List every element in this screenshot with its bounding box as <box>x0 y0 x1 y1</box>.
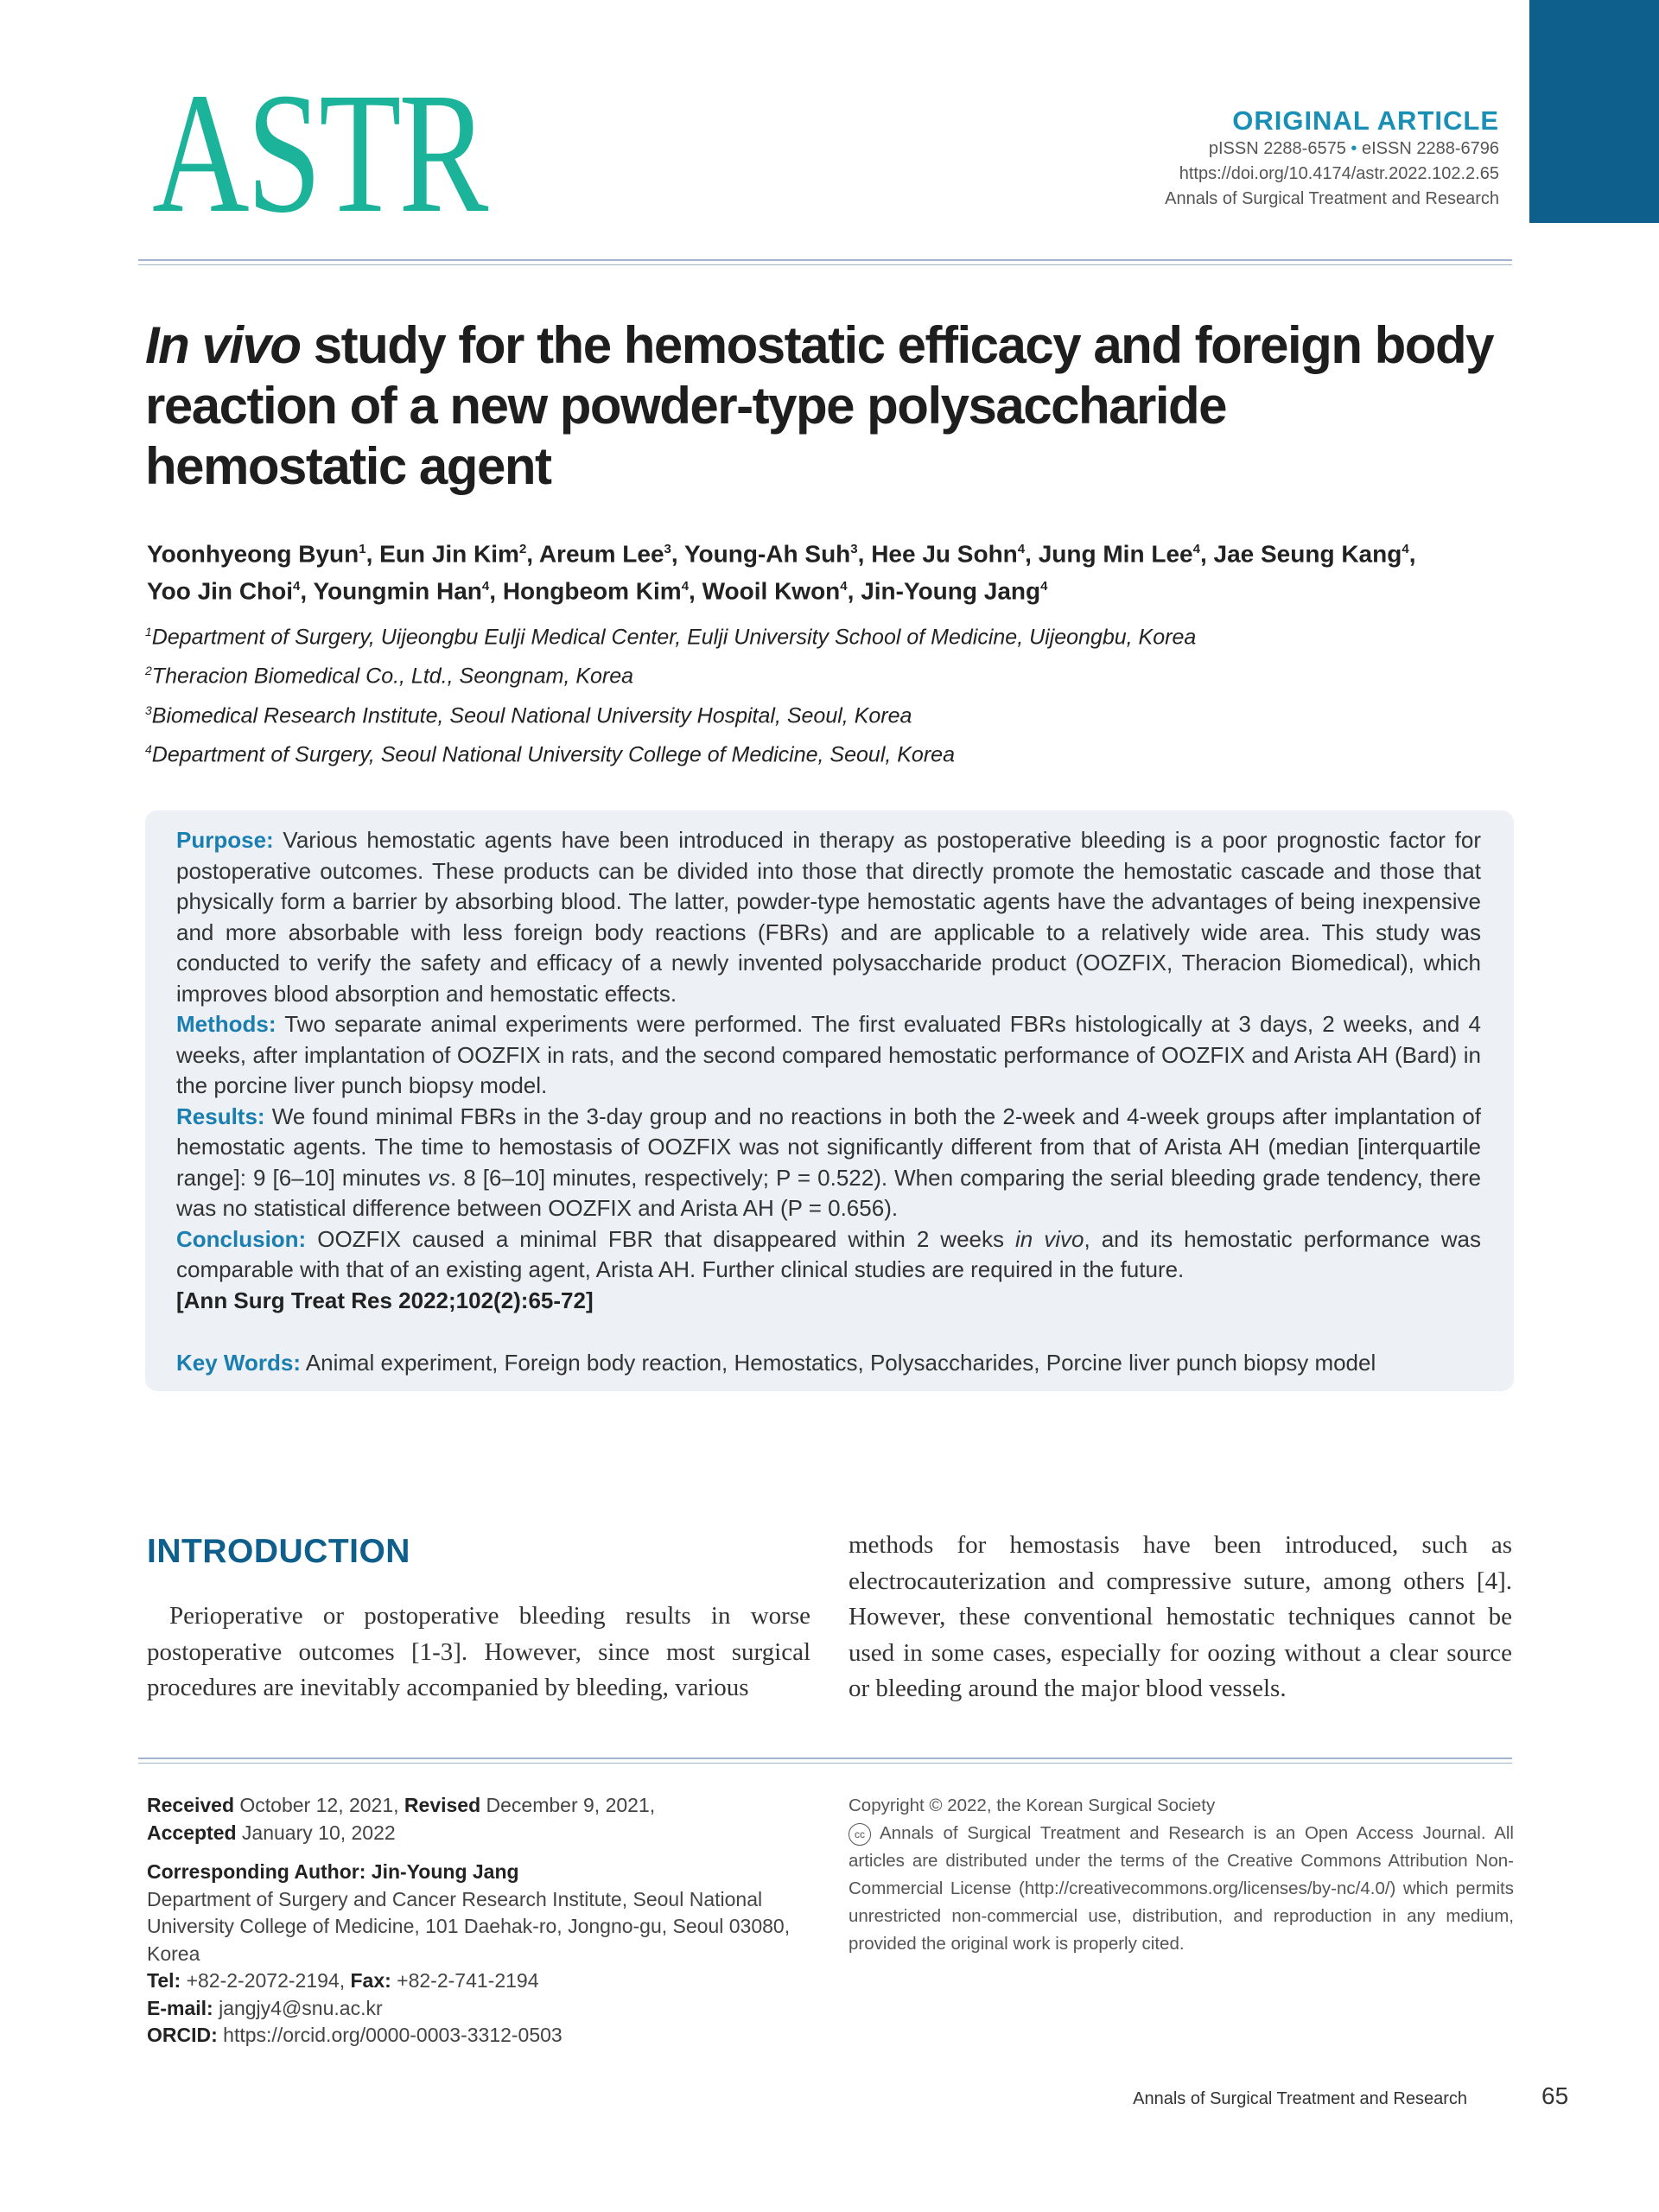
author: Jin-Young Jang <box>861 577 1041 605</box>
results-label: Results: <box>176 1103 265 1129</box>
revised-date: December 9, 2021, <box>480 1794 656 1816</box>
citation: [Ann Surg Treat Res 2022;102(2):65-72] <box>176 1287 594 1313</box>
corner-color-block <box>1529 0 1659 223</box>
article-type: ORIGINAL ARTICLE <box>1232 105 1499 136</box>
header-divider-thin <box>138 264 1512 265</box>
methods-label: Methods: <box>176 1011 276 1037</box>
author-aff: 3 <box>664 542 671 556</box>
author-aff: 4 <box>1402 542 1409 556</box>
journal-name: Annals of Surgical Treatment and Research <box>1165 189 1499 208</box>
author: Young-Ah Suh <box>683 540 851 568</box>
intro-paragraph-col1: Perioperative or postoperative bleeding results in worse postoperative outcomes [1-3]. However, since most surgical procedures are inevitably accompanied by bleeding, various <box>147 1602 810 1701</box>
footer-journal-text: Annals of Surgical Treatment and Research <box>1133 2089 1467 2108</box>
footer-journal-name <box>1133 2089 1512 2109</box>
author-aff: 2 <box>518 542 527 556</box>
accepted-date: January 10, 2022 <box>236 1821 396 1844</box>
separator-dot: • <box>1351 139 1357 158</box>
affiliation-text: Department of Surgery, Uijeongbu Eulji Medical Center, Eulji University School of Medicine, Uijeongbu, Korea <box>151 625 1197 650</box>
affiliation <box>145 733 1519 772</box>
email-label: E-mail: <box>147 1996 213 2019</box>
keywords <box>176 1348 1481 1377</box>
license-body: Annals of Surgical Treatment and Research is an Open Access Journal. All articles are distributed under the terms of the Creative Commons Attribution Non-Commercial License (http://creativecommons.org/licenses/by-nc/4.0/) which permits unrestricted non-commercial use, distribution, and reproduction in any medium, provided the original work is properly cited. <box>849 1823 1514 1954</box>
article-header-info <box>1165 105 1499 212</box>
results-text: We found minimal FBRs in the 3-day group and no reactions in both the 2-week and 4-week groups after implantation of hemostatic agents. The time to hemostasis of OOZFIX was not significantly different from that of Arista AH (median [interquartile range]: 9 [6–10] minutes <box>176 1103 1481 1191</box>
fax-number: +82-2-741-2194 <box>391 1969 539 1992</box>
eissn: eISSN 2288-6796 <box>1361 139 1499 158</box>
spacer <box>147 1847 812 1859</box>
title-line1: study for the hemostatic efficacy and foreign body <box>300 316 1493 374</box>
header-divider <box>138 259 1512 261</box>
author: Hongbeom Kim <box>502 577 682 605</box>
purpose-label: Purpose: <box>176 827 274 853</box>
fax-label: Fax: <box>350 1969 391 1992</box>
abstract-text <box>176 825 1481 1316</box>
license-info <box>849 1792 1514 1958</box>
received-label: Received <box>147 1794 235 1816</box>
results-vs: vs <box>427 1164 450 1191</box>
contact-line <box>147 1967 812 1995</box>
keywords-text: Animal experiment, Foreign body reaction, Hemostatics, Polysaccharides, Porcine liver punch biopsy model <box>301 1350 1376 1376</box>
author-aff: 4 <box>1192 542 1200 556</box>
author-aff: 4 <box>681 579 690 594</box>
tel-number: +82-2-2072-2194, <box>181 1969 351 1992</box>
methods-text: Two separate animal experiments were performed. The first evaluated FBRs histologically at 3 days, 2 weeks, and 4 weeks, after implantation of OOZFIX in rats, and the second compared hemostatic performance of OOZFIX and Arista AH (Bard) in the porcine liver punch biopsy model. <box>176 1011 1481 1098</box>
corr-address: Department of Surgery and Cancer Research Institute, Seoul National University College of Medicine, 101 Daehak-ro, Jongno-gu, Seoul 03080, Korea <box>147 1887 791 1965</box>
abstract-results <box>176 1102 1481 1224</box>
revised-label: Revised <box>404 1794 481 1816</box>
author-aff: 4 <box>481 579 490 594</box>
affiliation-text: Theracion Biomedical Co., Ltd., Seongnam, Korea <box>151 664 634 689</box>
footnote-divider-thin <box>138 1763 1512 1764</box>
journal-logo: ASTR <box>152 58 486 249</box>
orcid-link[interactable]: https://orcid.org/0000-0003-3312-0503 <box>217 2024 563 2046</box>
tel-label: Tel: <box>147 1969 181 1992</box>
abstract-purpose <box>176 825 1481 1009</box>
conclusion-text: OOZFIX caused a minimal FBR that disappeared within 2 weeks <box>306 1225 1015 1252</box>
author-aff: 4 <box>1040 579 1048 594</box>
accepted-label: Accepted <box>147 1821 237 1844</box>
author: Areum Lee <box>538 540 664 568</box>
author-list: Yoonhyeong Byun$^1$, Eun Jin Kim$^2$, Areum Lee$^3$, Young-Ah Suh$^3$, Hee Ju Sohn$^4$, Jung Min Lee$^4$, Jae Seung Kang$^4$, Yoo Jin Choi$^4$, Youngmin Han$^4$, Hongbeom Kim$^4$, Wooil Kwon$^4$, Jin-Young Jang$^4$ <box>147 540 1416 605</box>
copyright: Copyright © 2022, the Korean Surgical Society <box>849 1796 1216 1815</box>
page-number: 65 <box>1541 2082 1569 2109</box>
corr-label: Corresponding Author: Jin-Young Jang <box>147 1860 519 1883</box>
author-aff: 1 <box>359 542 366 556</box>
affiliation <box>145 694 1519 733</box>
affiliation-num: 4 <box>145 741 152 756</box>
author: Hee Ju Sohn <box>871 540 1018 568</box>
author: Jung Min Lee <box>1038 540 1193 568</box>
section-heading-introduction: INTRODUCTION <box>147 1533 410 1570</box>
affiliation-num: 3 <box>145 702 152 717</box>
email-link[interactable]: jangjy4@snu.ac.kr <box>213 1996 383 2019</box>
received-date: October 12, 2021, <box>234 1794 404 1816</box>
author: Wooil Kwon <box>702 577 841 605</box>
author-aff: 4 <box>293 579 301 594</box>
abstract-methods <box>176 1009 1481 1102</box>
title-line2: reaction of a new powder-type polysaccharide <box>145 377 1227 435</box>
author: Yoonhyeong Byun <box>147 540 359 568</box>
affiliation-list <box>145 615 1519 772</box>
author-aff: 4 <box>1017 542 1026 556</box>
affiliation-num: 2 <box>145 664 152 678</box>
pissn: pISSN 2288-6575 <box>1208 139 1346 158</box>
author-aff: 4 <box>840 579 848 594</box>
author: Eun Jin Kim <box>379 540 519 568</box>
title-italic: In vivo <box>145 316 301 374</box>
affiliation <box>145 654 1519 693</box>
title-line3: hemostatic agent <box>145 437 551 495</box>
affiliation-num: 1 <box>145 625 152 639</box>
conclusion-text-2: , and its hemostatic performance was comparable with that of an existing agent, Arista AH. Further clinical studies are required in the future. <box>176 1225 1481 1282</box>
orcid-label: ORCID: <box>147 2024 218 2046</box>
issn-line <box>1165 137 1499 162</box>
accepted-line <box>147 1820 812 1847</box>
affiliation-text: Biomedical Research Institute, Seoul National University Hospital, Seoul, Korea <box>151 702 912 728</box>
author-aff: 3 <box>850 542 858 556</box>
intro-paragraph-col2: methods for hemostasis have been introduced, such as electrocauterization and compressive suture, among others [4]. However, these conventional hemostatic techniques cannot be used in some cases, especially for oozing without a clear source or bleeding around the major blood vessels. <box>849 1531 1512 1702</box>
license-text <box>849 1820 1514 1958</box>
abstract-conclusion <box>176 1224 1481 1286</box>
conclusion-italic: in vivo <box>1014 1225 1084 1252</box>
email-line <box>147 1995 812 2023</box>
dates-line <box>147 1792 812 1820</box>
article-title <box>145 315 1528 497</box>
conclusion-label: Conclusion: <box>176 1225 307 1252</box>
creative-commons-icon: cc <box>849 1823 871 1846</box>
author: Jae Seung Kang <box>1213 540 1402 568</box>
results-text-2: . 8 [6–10] minutes, respectively; P = 0.522). When comparing the serial bleeding grade tendency, there was no statistical difference between OOZFIX and Arista AH (P = 0.656). <box>176 1164 1482 1221</box>
article-history <box>147 1792 812 2050</box>
orcid-line <box>147 2022 812 2050</box>
affiliation <box>145 615 1519 654</box>
author: Yoo Jin Choi <box>147 577 294 605</box>
doi-link[interactable]: https://doi.org/10.4174/astr.2022.102.2.65 <box>1179 164 1499 183</box>
keywords-label: Key Words: <box>176 1350 301 1376</box>
corresponding-author <box>147 1859 812 1886</box>
author: Youngmin Han <box>313 577 482 605</box>
purpose-text: Various hemostatic agents have been introduced in therapy as postoperative bleeding is a poor prognostic factor for postoperative outcomes. These products can be divided into those that directly promote the hemostatic cascade and those that physically form a barrier by absorbing blood. The latter, powder-type hemostatic agents have the advantages of being inexpensive and more absorbable with less foreign body reactions (FBRs) and are applicable to a relatively wide area. This study was conducted to verify the safety and efficacy of a newly invented polysaccharide product (OOZFIX, Theracion Biomedical), which improves blood absorption and hemostatic effects. <box>176 827 1481 1007</box>
affiliation-text: Department of Surgery, Seoul National University College of Medicine, Seoul, Korea <box>151 742 955 767</box>
footnote-divider <box>138 1758 1512 1759</box>
